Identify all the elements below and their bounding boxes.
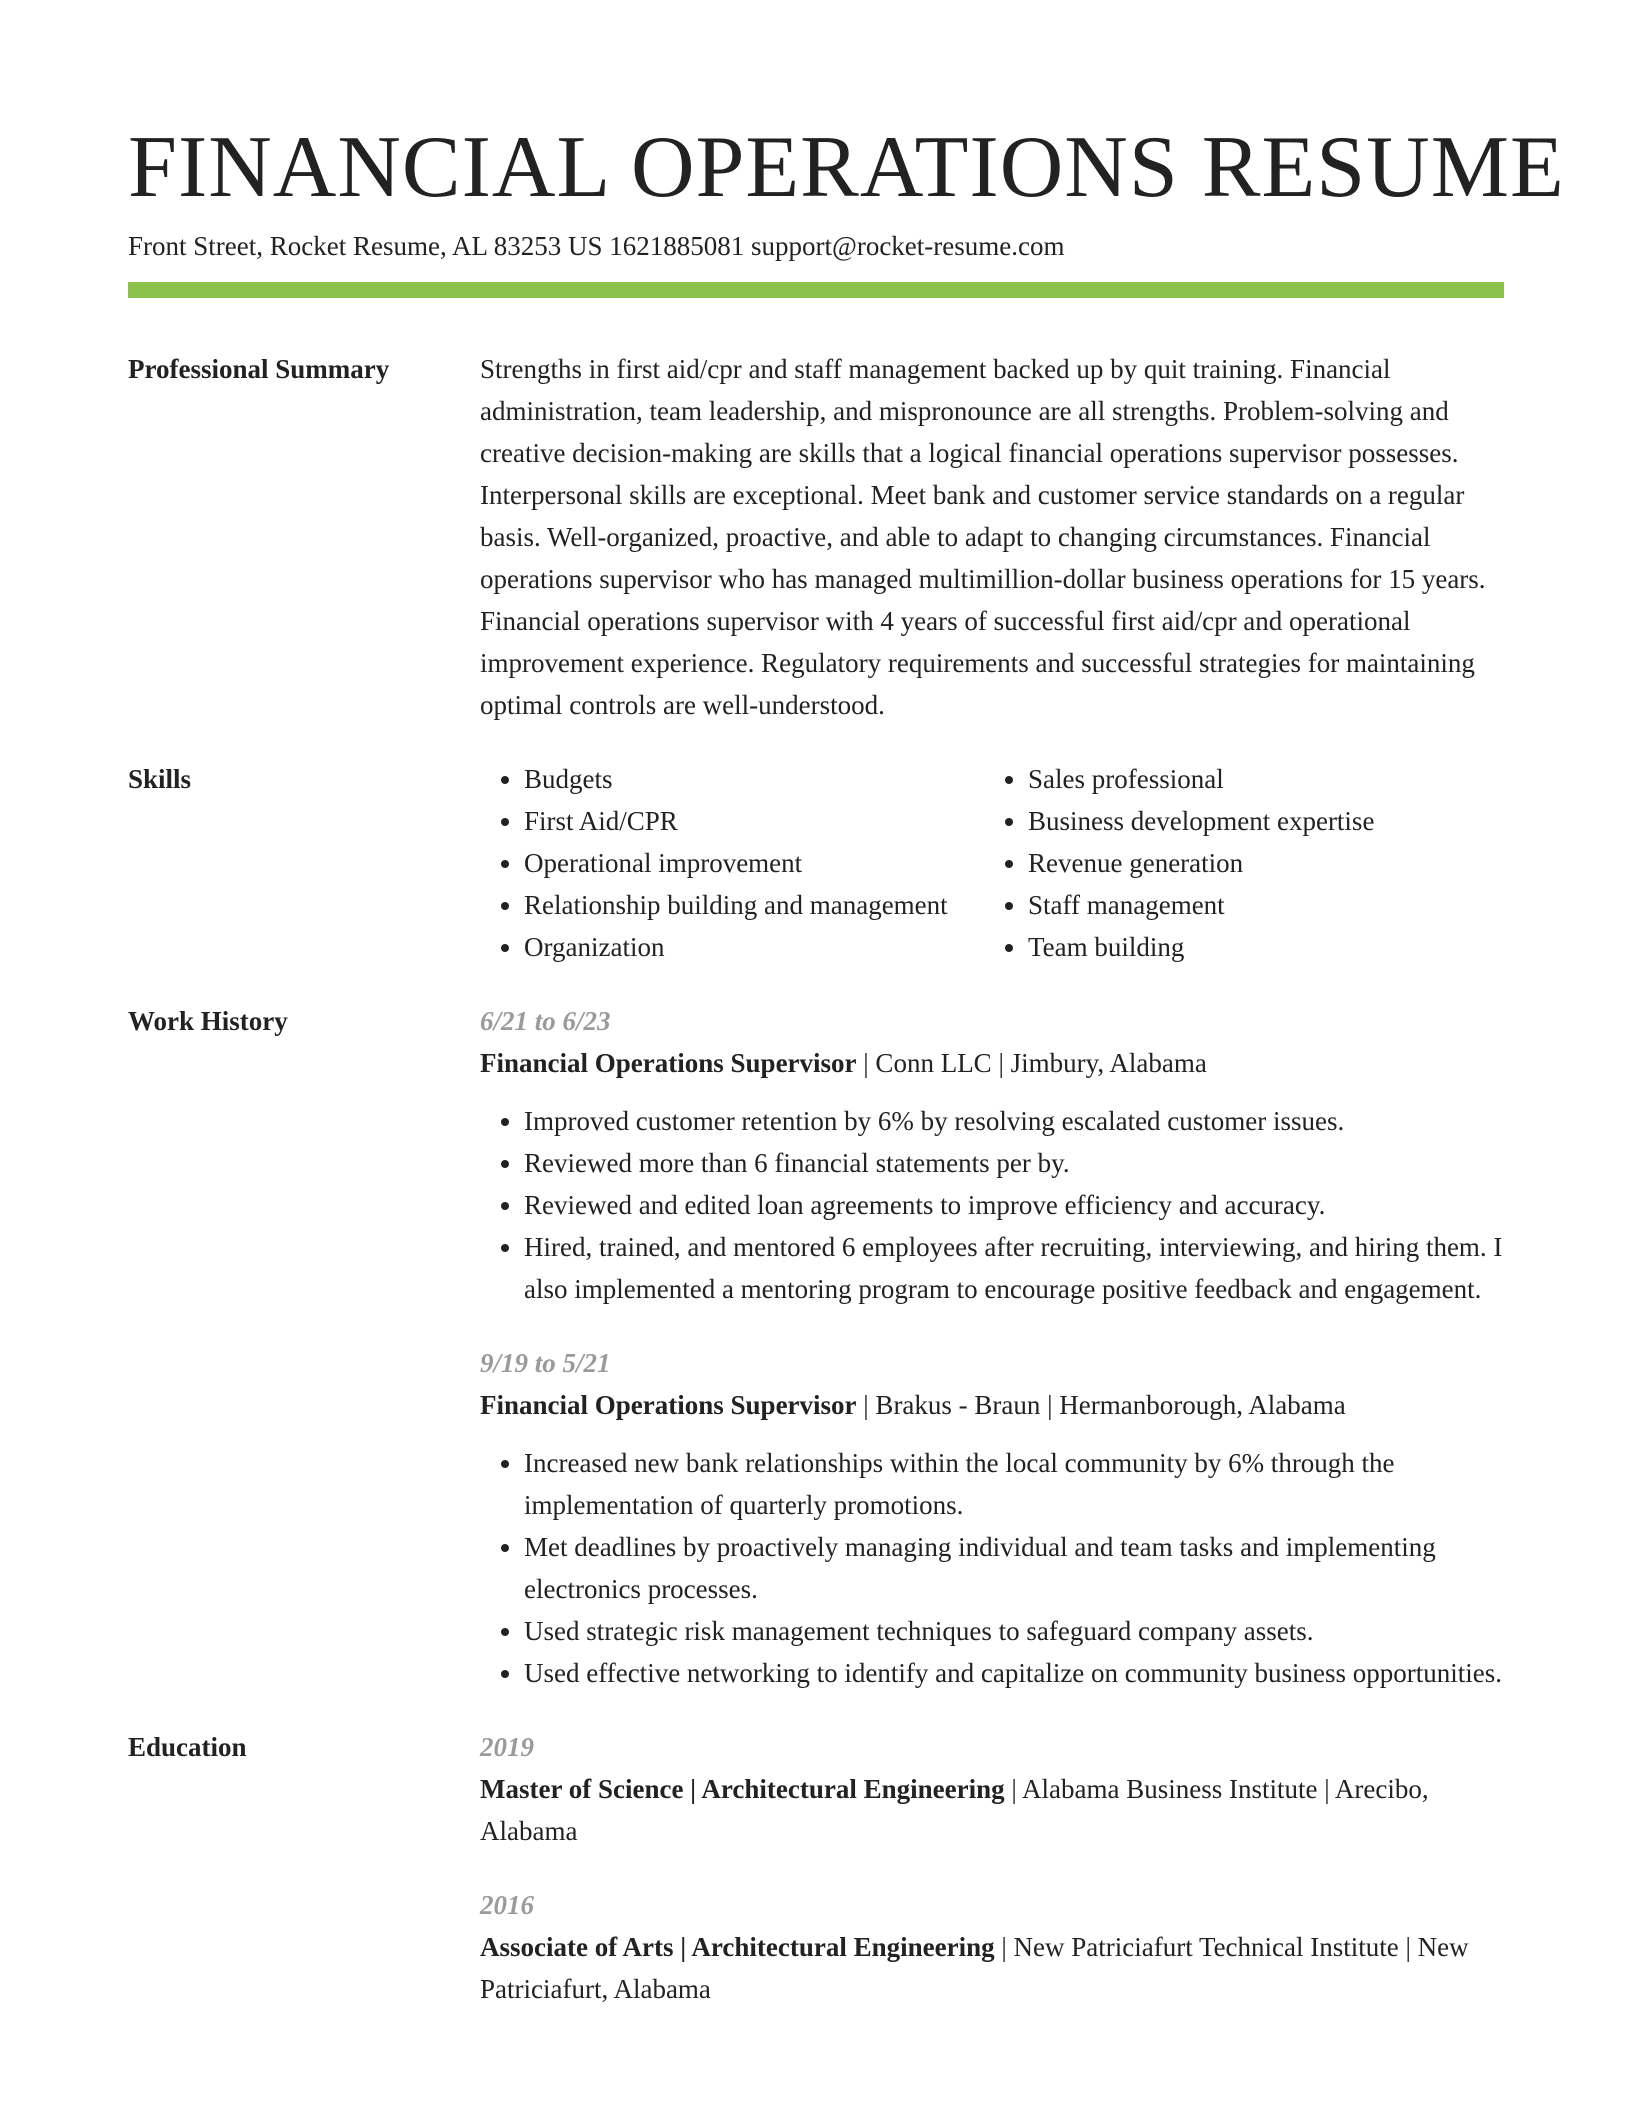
skills-column-right xyxy=(984,758,1504,968)
education-heading: Education xyxy=(128,1732,247,1762)
job-bullet: • Improved customer retention by 6% by resolving escalated customer issues. xyxy=(524,1100,1504,1142)
summary-heading: Professional Summary xyxy=(128,354,390,384)
work-history-heading: Work History xyxy=(128,1006,288,1036)
education-degree: Associate of Arts | Architectural Engineering xyxy=(480,1932,995,1962)
job-details: | Conn LLC | Jimbury, Alabama xyxy=(856,1048,1207,1078)
job-bullet: • Met deadlines by proactively managing individual and team tasks and implementing electronics processes. xyxy=(524,1526,1504,1610)
work-history-section xyxy=(128,1000,1504,1694)
job-title: Financial Operations Supervisor xyxy=(480,1390,857,1420)
skill-item: • First Aid/CPR xyxy=(524,800,984,842)
skills-column-left xyxy=(480,758,984,968)
education-details: | Alabama Business Institute | Arecibo, Alabama xyxy=(480,1774,1429,1846)
skills-section xyxy=(128,758,1504,968)
education-details: | New Patriciafurt Technical Institute | New Patriciafurt, Alabama xyxy=(480,1932,1469,2004)
job-dates: 9/19 to 5/21 xyxy=(480,1348,611,1378)
skill-item: • Team building xyxy=(1028,926,1504,968)
job-dates: 6/21 to 6/23 xyxy=(480,1006,611,1036)
education-degree: Master of Science | Architectural Engineering xyxy=(480,1774,1005,1804)
job-bullet: • Hired, trained, and mentored 6 employees after recruiting, interviewing, and hiring them. I also implemented a mentoring program to encourage positive feedback and engagement. xyxy=(524,1226,1504,1310)
accent-divider xyxy=(128,282,1504,298)
skill-item: • Business development expertise xyxy=(1028,800,1504,842)
skill-item: • Revenue generation xyxy=(1028,842,1504,884)
job-bullet: • Reviewed more than 6 financial statements per by. xyxy=(524,1142,1504,1184)
skill-item: • Staff management xyxy=(1028,884,1504,926)
summary-text: Strengths in first aid/cpr and staff management backed up by quit training. Financial administration, team leadership, and mispronounce are all strengths. Problem-solving and creative decision-making are skills that a logical financial operations supervisor possesses. Interpersonal skills are exceptional. Meet bank and customer service standards on a regular basis. Well-organized, proactive, and able to adapt to changing circumstances. Financial operations supervisor who has managed multimillion-dollar business operations for 15 years. Financial operations supervisor with 4 years of successful first aid/cpr and operational improvement experience. Regulatory requirements and successful strategies for maintaining optimal controls are well-understood. xyxy=(480,354,1486,720)
skill-item: • Organization xyxy=(524,926,984,968)
education-year: 2019 xyxy=(480,1732,534,1762)
education-entry xyxy=(480,1726,1504,1852)
job-bullet: • Used effective networking to identify and capitalize on community business opportunities. xyxy=(524,1652,1504,1694)
skill-item: • Budgets xyxy=(524,758,984,800)
skill-item: • Sales professional xyxy=(1028,758,1504,800)
job-bullet: • Used strategic risk management techniques to safeguard company assets. xyxy=(524,1610,1504,1652)
job-title: Financial Operations Supervisor xyxy=(480,1048,857,1078)
job-entry xyxy=(480,1000,1504,1310)
education-entry xyxy=(480,1884,1504,2010)
education-heading-line xyxy=(480,1768,1504,1852)
resume-title: FINANCIAL OPERATIONS RESUME xyxy=(128,119,1565,216)
summary-section xyxy=(128,348,1504,726)
education-year: 2016 xyxy=(480,1890,534,1920)
job-bullet: • Increased new bank relationships within the local community by 6% through the implementation of quarterly promotions. xyxy=(524,1442,1504,1526)
job-bullets xyxy=(480,1100,1504,1310)
resume-page xyxy=(128,118,1565,2010)
job-heading xyxy=(480,1042,1504,1084)
job-heading xyxy=(480,1384,1504,1426)
skills-heading: Skills xyxy=(128,764,192,794)
education-heading-line xyxy=(480,1926,1504,2010)
contact-line: Front Street, Rocket Resume, AL 83253 US 1621885081 support@rocket-resume.com xyxy=(128,231,1065,261)
job-bullets xyxy=(480,1442,1504,1694)
skill-item: • Relationship building and management xyxy=(524,884,984,926)
skill-item: • Operational improvement xyxy=(524,842,984,884)
job-bullet: • Reviewed and edited loan agreements to improve efficiency and accuracy. xyxy=(524,1184,1504,1226)
education-section xyxy=(128,1726,1504,2010)
skills-grid xyxy=(480,758,1504,968)
job-details: | Brakus - Braun | Hermanborough, Alabama xyxy=(856,1390,1346,1420)
job-entry xyxy=(480,1342,1504,1694)
